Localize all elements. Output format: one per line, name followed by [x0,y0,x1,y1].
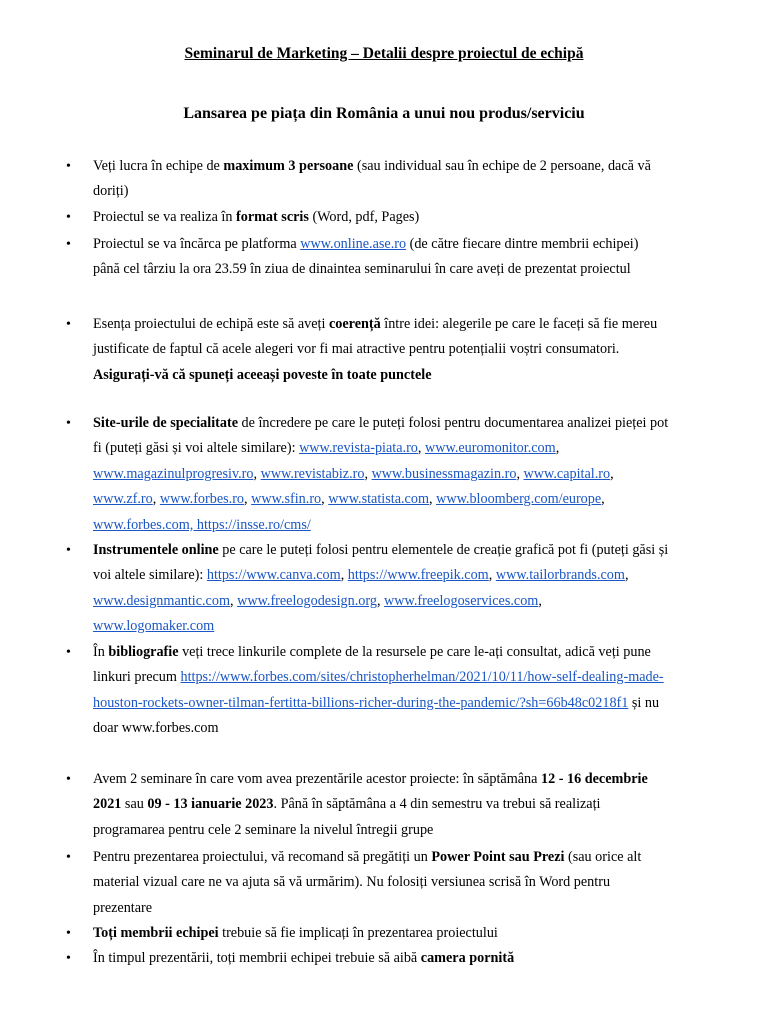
link[interactable]: www.freelogoservices.com [384,592,539,609]
item-bold-text: format scris [236,209,309,225]
link-forbes-article[interactable]: houston-rockets-owner-tilman-fertitta-billions-richer-during-the-pandemic/?sh=66b48c0218f1 [93,694,629,711]
link[interactable]: https://www.canva.com [206,567,341,584]
item-text: trebuie să fie implicați în prezentarea proiectului [218,925,498,941]
item-text: (Word, pdf, Pages) [308,209,420,225]
item-bold-text: Power Point sau Prezi [431,849,565,865]
item-text: prezentare [93,899,153,916]
list-item-team-involvement [93,921,733,946]
item-text: de încredere pe care le puteți folosi pentru documentarea analizei pieței pot [238,415,669,431]
bullet: • [66,926,71,941]
item-text: În [93,644,109,660]
list-item-seminar-dates [93,767,733,843]
item-bold-text: Site-urile de specialitate [93,415,238,431]
list-item-team-size [93,154,733,205]
link[interactable]: www.forbes.ro [159,491,245,508]
link[interactable]: www.sfin.ro [251,491,322,508]
bullet: • [66,317,71,332]
item-text: Avem 2 seminare în care vom avea prezentările acestor proiecte: în săptămâna [93,771,541,787]
bullet: • [66,645,71,660]
link[interactable]: www.statista.com [328,491,429,508]
link[interactable]: www.designmantic.com [93,592,230,609]
link[interactable]: www.zf.ro [93,491,153,508]
item-text: Proiectul se va realiza în [93,209,236,225]
list-item-coherence [93,312,733,388]
item-text: Veți lucra în echipe de [93,158,224,174]
item-text: Proiectul se va încărca pe platforma [93,236,301,252]
link[interactable]: www.euromonitor.com [425,440,556,457]
item-bold-text: Asigurați-vă că spuneți aceeași poveste în toate punctele [93,366,432,383]
list-item-upload [93,232,733,283]
page-title: Seminarul de Marketing – Detalii despre proiectul de echipă [184,45,584,62]
list-item-camera [93,946,733,971]
item-text: pe care le puteți folosi pentru elementele de creație grafică pot fi (puteți găsi și [218,542,669,558]
item-text: justificate de faptul că acele alegeri vor fi mai atractive pentru potențialii voștri consumatori. [93,341,620,358]
item-bold-text: 12 - 16 decembrie [541,771,648,787]
bullet: • [66,772,71,787]
list-item-format [93,205,733,230]
item-text: sau [121,796,148,813]
item-bold-text: maximum 3 persoane [223,158,354,174]
link[interactable]: www.businessmagazin.ro [371,465,517,482]
item-text: (sau individual sau în echipe de 2 persoane, dacă vă [353,158,651,174]
list-item-bibliography [93,640,733,742]
bullet: • [66,237,71,252]
item-text: În timpul prezentării, toți membrii echipei trebuie să aibă [93,950,421,966]
item-text: doar www.forbes.com [93,720,219,737]
item-text: (sau orice alt [564,849,642,865]
list-item-online-tools: Instrumentele online pe care le puteți folosi pentru elementele de creație grafică pot fi (puteți găsi și voi altele similare): https://www.canva.com, https://www.freepik.com, www.tailorbrands.com, www.designmantic.com, www.freelogodesign.org, www.freelogoservices.com, www.logomaker.com [93,542,669,635]
link-online-ase[interactable]: www.online.ase.ro [300,236,407,252]
link[interactable]: www.freelogodesign.org [237,592,377,609]
bullet: • [66,850,71,865]
item-bold-text: Instrumentele online [93,542,219,558]
item-text: veți trece linkurile complete de la resursele pe care le-ați consultat, adică veți pune [178,644,651,660]
link-forbes-article[interactable]: https://www.forbes.com/sites/christopherhelman/2021/10/11/how-self-dealing-made- [180,669,664,686]
item-text: Esența proiectului de echipă este să aveți [93,316,329,332]
item-text: linkuri precum [93,669,181,686]
item-text: programarea pentru cele 2 seminare la nivelul întregii grupe [93,821,434,838]
item-text: (de către fiecare dintre membrii echipei) [406,236,639,252]
item-bold-text: bibliografie [108,644,179,660]
item-bold-text: coerență [328,316,381,332]
link[interactable]: www.capital.ro [523,465,611,482]
item-text: . Până în săptămâna a 4 din semestru va trebui să realizați [273,796,601,813]
item-text: și nu [628,694,660,711]
link[interactable]: www.magazinulprogresiv.ro [93,465,254,482]
link[interactable]: www.bloomberg.com/europe [436,491,602,508]
item-text: material vizual care ne va ajuta să vă urmărim). Nu folosiți versiunea scrisă în Word pentru [93,874,611,891]
item-text: până cel târziu la ora 23.59 în ziua de dinaintea seminarului în care aveți de prezentat proiectul [93,261,631,278]
bullet: • [66,159,71,174]
item-bold-text: camera pornită [420,950,515,966]
item-bold-text: 2021 [93,796,122,813]
bullet: • [66,210,71,225]
bullet: • [66,543,71,558]
list-item-specialty-sites: Site-urile de specialitate de încredere pe care le puteți folosi pentru documentarea analizei pieței pot fi (puteți găsi și voi altele similare): www.revista-piata.ro, www.euromonitor.com, www.magazinulprogresiv.ro, www.revistabiz.ro, www.businessmagazin.ro, www.capital.ro, www.zf.ro, www.forbes.ro, www.sfin.ro, www.statista.com, www.bloomberg.com/europe, www.forbes.com, https://insse.ro/cms/ [93,415,669,533]
item-text: doriți) [93,183,129,200]
list-item-presentation-format [93,845,733,921]
item-bold-text: Toți membrii echipei [93,925,219,941]
page-subtitle: Lansarea pe piața din România a unui nou produs/serviciu [183,105,585,122]
item-text: voi altele similare): [93,567,207,584]
link[interactable]: www.tailorbrands.com [495,567,625,584]
bullet: • [66,416,71,431]
item-bold-text: 09 - 13 ianuarie 2023 [147,796,274,813]
link[interactable]: www.revista-piata.ro [299,440,418,457]
bullet: • [66,951,71,966]
item-text: fi (puteți găsi și voi altele similare): [93,440,300,457]
link[interactable]: https://www.freepik.com [347,567,489,584]
item-text: Pentru prezentarea proiectului, vă recomand să pregătiți un [93,849,432,865]
link[interactable]: www.forbes.com, https://insse.ro/cms/ [93,516,311,533]
item-text: între idei: alegerile pe care le faceți să fie mereu [380,316,658,332]
link[interactable]: www.logomaker.com [93,618,215,635]
link[interactable]: www.revistabiz.ro [260,465,365,482]
